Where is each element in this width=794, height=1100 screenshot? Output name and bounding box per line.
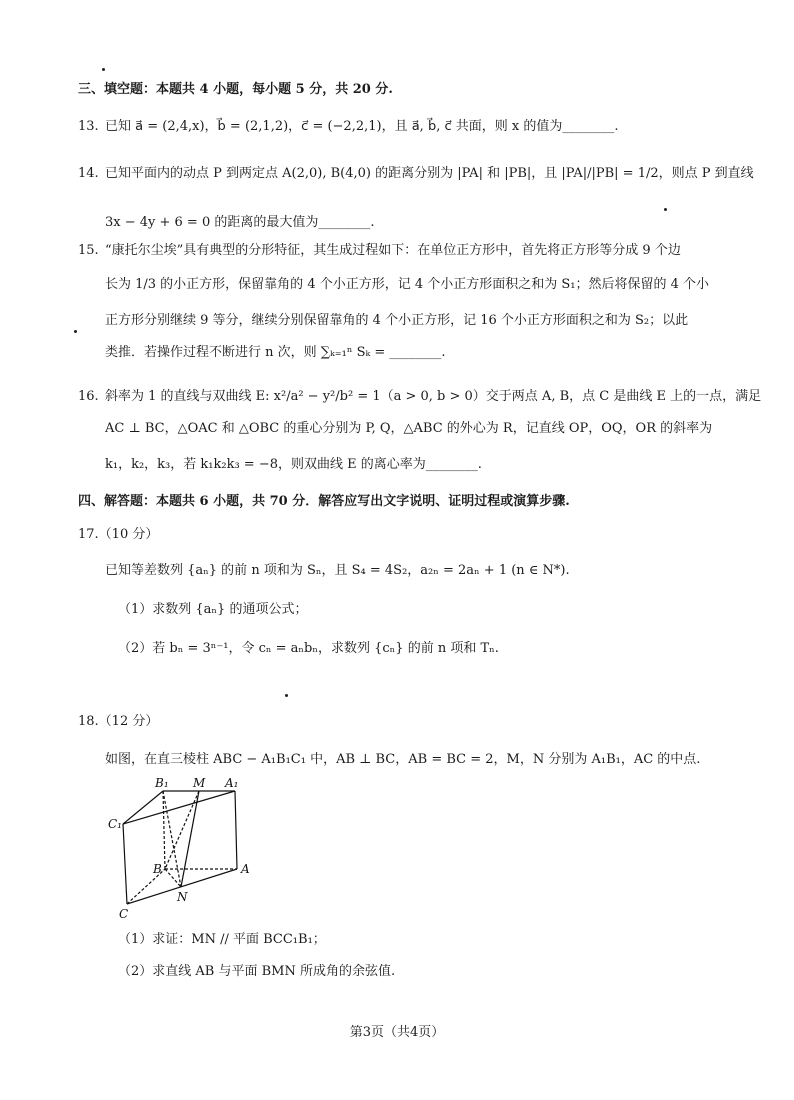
page-footer [0, 1024, 794, 1042]
edge-c1-a1 [123, 791, 235, 824]
label-b: B [153, 862, 162, 876]
question-number: 13. [78, 119, 99, 134]
question-text: 长为 1/3 的小正方形，保留靠角的 4 个小正方形，记 4 个小正方形面积之和为 S₁；然后将保留的 4 个小 [105, 277, 710, 292]
label-m: M [193, 776, 206, 790]
prism-figure [105, 774, 265, 924]
scan-speck [285, 694, 288, 697]
edge-a1-a [235, 791, 237, 869]
edge-c1-b1 [123, 791, 163, 824]
page-number: 第3页（共4页） [349, 1025, 445, 1040]
question-number: 14. [78, 166, 99, 181]
question-text: 3x − 4y + 6 = 0 的距离的最大值为________. [105, 215, 375, 230]
question-number: 16. [78, 389, 99, 404]
question-text: k₁，k₂，k₃，若 k₁k₂k₃ = −8，则双曲线 E 的离心率为________. [105, 457, 482, 472]
label-n: N [177, 890, 188, 904]
scan-speck [664, 208, 667, 211]
edge-c1-c [123, 824, 127, 904]
question-text: 已知平面内的动点 P 到两定点 A(2,0), B(4,0) 的距离分别为 |PA| 和 |PB|，且 |PA|/|PB| = 1/2，则点 P 到直线 [105, 166, 754, 181]
question-text: 类推．若操作过程不断进行 n 次，则 ∑ₖ₌₁ⁿ Sₖ = ________. [105, 345, 446, 360]
segment-mb [165, 791, 199, 869]
label-c1: C₁ [108, 817, 122, 831]
question-number: 15. [78, 243, 99, 258]
question-text: 已知 a⃗ = (2,4,x)，b⃗ = (2,1,2)，c⃗ = (−2,2,1)，且 a⃗, b⃗, c⃗ 共面，则 x 的值为________. [105, 119, 619, 134]
scan-speck [102, 68, 105, 71]
segment-mn [181, 791, 199, 887]
label-a1: A₁ [225, 776, 239, 790]
question-text: 正方形分别继续 9 等分，继续分别保留靠角的 4 个小正方形，记 16 个小正方形面积之和为 S₂；以此 [105, 313, 689, 328]
scan-speck [74, 330, 77, 333]
label-b1: B₁ [155, 776, 169, 790]
question-text: 斜率为 1 的直线与双曲线 E: x²/a² − y²/b² = 1（a > 0, b > 0）交于两点 A, B，点 C 是曲线 E 上的一点，满足 [105, 389, 762, 404]
label-a: A [241, 862, 250, 876]
question-text: AC ⊥ BC，△OAC 和 △OBC 的重心分别为 P, Q，△ABC 的外心为 R，记直线 OP，OQ，OR 的斜率为 [105, 421, 713, 436]
exam-page: 三、填空题：本题共 4 小题，每小题 5 分，共 20 分. 13. 已知 a⃗ = (2,4,x)，b⃗ = (2,1,2)，c⃗ = (−2,2,1)，且 a⃗, b⃗, c⃗ 共面，则 x 的值为________. 14. 已知平面内的动点 P 到两定点 A(2,0), B(4,0) 的距离分别为 |PA| 和 |PB|，且 |PA|/|PB| = 1/2，则点 P 到直线 3x − 4y + 6 = 0 的距离的最大值为________. 15. “康托尔尘埃”具有典型的分形特征，其生成过程如下：在单位正方形中，首先将正方形等分成 9 个边 长为 1/3 的小正方形，保留靠角的 4 个小正方形，记 4 个小正方形面积之和为 S₁；然后将保留的 4 个小 正方形分别继续 9 等分，继续分别保留靠角的 4 个小正方形，记 16 个小正方形面积之和为 S₂；以此 类推．若操作过程不断进行 n 次，则 ∑ₖ₌₁ⁿ Sₖ = ________. 16. 斜率为 1 的直线与双曲线 E: x²/a² − y²/b² = 1（a > 0, b > 0）交于两点 A, B，点 C 是曲线 E 上的一点，满足 AC ⊥ BC，△OAC 和 △OBC 的重心分别为 P, Q，△ABC 的外心为 R，记直线 OP，OQ，OR 的斜率为 k₁，k₂，k₃，若 k₁k₂k₃ = −8，则双曲线 E 的离心率为________. 四、解答题：本题共 6 小题，共 70 分．解答应写出文字说明、证明过程或演算步骤. 17.（10 分） 已知等差数列 {aₙ} 的前 n 项和为 Sₙ，且 S₄ = 4S₂，a₂ₙ = 2aₙ + 1 (n ∈ N*). （1）求数列 {aₙ} 的通项公式； （2）若 bₙ = 3ⁿ⁻¹，令 cₙ = aₙbₙ，求数列 {cₙ} 的前 n 项和 Tₙ. 18.（12 分） 如图，在直三棱柱 ABC − A₁B₁C₁ 中，AB ⊥ BC，AB = BC = 2，M，N 分别为 A₁B₁，AC 的中点. B₁ M A₁ C₁ B A N C （1）求证：MN // 平面 BCC₁B₁； （2）求直线 AB 与平面 BMN 所成角的余弦值. 第3页（共4页） [0, 0, 794, 1100]
question-text: “康托尔尘埃”具有典型的分形特征，其生成过程如下：在单位正方形中，首先将正方形等分成 9 个边 [105, 243, 681, 258]
label-c: C [119, 907, 129, 921]
